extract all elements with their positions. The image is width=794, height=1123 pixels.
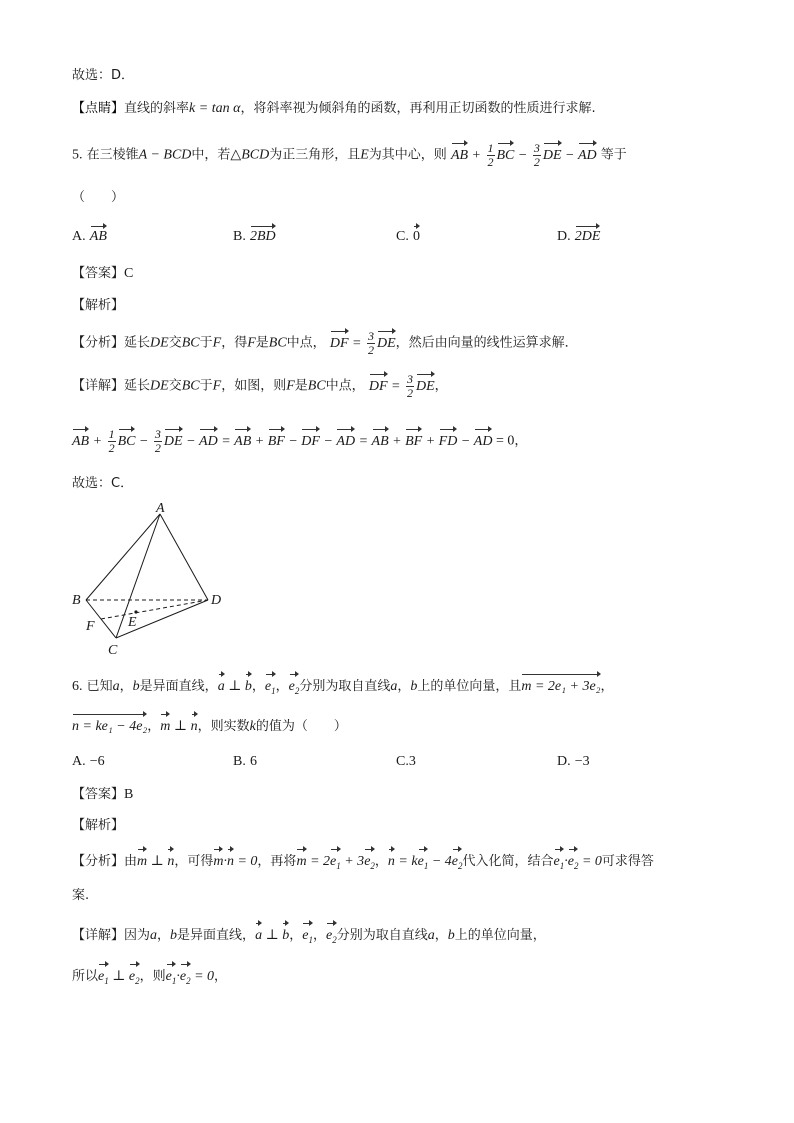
- point-e: [134, 610, 137, 613]
- q5-tri: △BCD: [230, 147, 270, 163]
- q5-opt-d-label: D.: [557, 229, 571, 244]
- q5-stem2: 中，若: [191, 147, 231, 163]
- q6-opt-d-value: −3: [574, 754, 590, 769]
- q6-fenxi-tag: 【分析】: [72, 854, 125, 869]
- q6-t5: 上的单位向量，且: [417, 679, 522, 694]
- q5-xiangjie-tag: 【详解】: [72, 378, 125, 394]
- q5-option-c: [396, 229, 420, 245]
- label-e: E: [128, 615, 137, 630]
- q6-stem-line1: 6. 已知a，b是异面直线，a ⊥ b，$e_1$，$e_2$分别为取自直线a，b上的单位向量，且m = 2e₁ + 3e₂，: [72, 677, 614, 701]
- q6-t6: ，则实数: [197, 719, 250, 734]
- q6-opt-a-value: −6: [89, 754, 105, 769]
- q6-stem-line2: n = ke₁ − 4e₂，m ⊥ n，则实数k的值为（ ）: [72, 717, 347, 737]
- q6-x-t3: 是异面直线，: [177, 928, 256, 943]
- q6-fenxi: 【分析】由m ⊥ n，可得m·n = 0，再将$m = 2e_1 + 3e_2$，$n = ke_1 - 4e_2$代入化简，结合$e_1\cdot e_2 = 0$可求得答: [72, 852, 654, 876]
- q5-stem1: 在三棱锥: [86, 147, 139, 163]
- q6-f6: 案.: [72, 888, 90, 903]
- q6-analysis: [72, 816, 124, 836]
- q5-answer: [72, 264, 133, 284]
- q6-x5: ，: [214, 969, 228, 984]
- q5-xj6: 中点，: [325, 378, 365, 394]
- q6-t7: 的值为（ ）: [255, 719, 347, 734]
- q6-opt-c-value: 3: [408, 754, 416, 769]
- edge-ad: [160, 514, 208, 600]
- q5-conclusion: [72, 474, 133, 494]
- q5-stem4: 为其中心，则: [368, 147, 447, 163]
- q5-fx5: 是: [255, 335, 269, 351]
- q6-xiangjie-2: 所以$e_1$ ⊥ $e_2$，则$e_1\cdot e_2 = 0$，: [72, 967, 227, 991]
- dianjing-text2: ，将斜率视为倾斜角的函数，再利用正切函数的性质进行求解.: [240, 101, 596, 116]
- q6-analysis-tag: 【解析】: [72, 818, 125, 833]
- q5-stem: [72, 142, 627, 169]
- q6-x3: 所以: [72, 969, 99, 984]
- q6-opt-b-label: B.: [233, 754, 246, 769]
- q5-stem5: 等于: [600, 147, 627, 163]
- q5-answer-tag: 【答案】: [72, 266, 125, 281]
- q5-opt-c-value: 0: [412, 229, 420, 244]
- q6-f1: 由: [124, 854, 138, 869]
- q6-x2: 上的单位向量，: [454, 928, 546, 943]
- q5-xiangjie: 【详解】延长DE交BC于F，如图，则F是BC中点， DF = $\frac{3}{2}$ DE，: [72, 372, 448, 400]
- q6-t3: 是异面直线，: [139, 679, 218, 694]
- q5-number: 5.: [72, 147, 83, 163]
- q5-xj7: ，: [434, 378, 448, 394]
- q6-xiangjie-tag: 【详解】: [72, 928, 125, 943]
- q6-fenxi-cont: [72, 886, 89, 906]
- q6-option-c: [396, 754, 416, 770]
- q6-k: k: [249, 719, 256, 734]
- q5-xj3: 于: [199, 378, 213, 394]
- q5-option-a: [72, 229, 107, 245]
- dianjing-text1: 直线的斜率: [124, 101, 190, 116]
- q5-fx3: 于: [199, 335, 213, 351]
- q6-f5: 可求得答: [601, 854, 654, 869]
- slope-formula: k = tan α: [189, 101, 241, 116]
- q5-opt-a-label: A.: [72, 229, 86, 244]
- q6-answer-tag: 【答案】: [72, 787, 125, 802]
- q5-tet: A − BCD: [138, 147, 192, 163]
- q6-t4: 分别为取自直线: [299, 679, 391, 694]
- q6-f2: ，可得: [174, 854, 214, 869]
- dianjing-line: [72, 99, 596, 119]
- q5-expression: AB + $\frac{1}{2}$ BC − $\frac{3}{2}$ DE − AD: [450, 141, 597, 169]
- q5-analysis: [72, 296, 124, 316]
- label-f: F: [86, 619, 95, 634]
- q5-xj2: 交: [168, 378, 182, 394]
- q6-opt-b-value: 6: [249, 754, 257, 769]
- label-c: C: [108, 643, 118, 658]
- q5-opt-b-label: B.: [233, 229, 246, 244]
- q5-answer-value: C: [124, 266, 134, 281]
- label-d: D: [211, 593, 222, 608]
- q5-paren-text: （ ）: [72, 190, 125, 205]
- q5-fx2: 交: [168, 335, 182, 351]
- q6-x4: ，则: [139, 969, 166, 984]
- label-a: A: [156, 501, 165, 516]
- q5-fx1: 延长: [124, 335, 151, 351]
- q6-t1: 已知: [86, 679, 113, 694]
- q5-fenxi-tag: 【分析】: [72, 335, 125, 351]
- q5-option-b: [233, 229, 276, 245]
- q6-option-a: [72, 754, 105, 770]
- q5-paren: [72, 188, 124, 208]
- edge-ab: [86, 514, 160, 600]
- q5-fx6: 中点，: [286, 335, 326, 351]
- q6-t2: ，: [119, 679, 133, 694]
- q5-result: = 0: [495, 433, 515, 449]
- q6-m-def: m = 2e₁ + 3e₂: [521, 677, 600, 697]
- q5-stem3: 为正三角形，且: [269, 147, 361, 163]
- q5-fx7: ，然后由向量的线性运算求解．: [395, 335, 578, 351]
- q6-number: 6.: [72, 679, 83, 694]
- q5-xj1: 延长: [124, 378, 151, 394]
- q6-option-b: [233, 754, 257, 770]
- q6-n-def: n = ke₁ − 4e₂: [72, 717, 147, 737]
- q6-option-d: [557, 754, 590, 770]
- q6-f3: ，再将: [257, 854, 297, 869]
- q5-derivation: AB + $\frac{1}{2}$ BC − $\frac{3}{2}$ DE − AD = AB + BF − DF − AD = AB + BF + FD − AD = 0，: [72, 427, 528, 455]
- q5-option-d: [557, 229, 600, 245]
- dianjing-tag: 【点睛】: [72, 101, 125, 116]
- edge-ac: [116, 514, 160, 638]
- q6-x1: 因为: [124, 928, 151, 943]
- q6-x-t4: 分别为取自直线: [336, 928, 428, 943]
- q6-f4: 代入化简，结合: [462, 854, 554, 869]
- q5-opt-d-value: 2DE: [574, 229, 601, 244]
- segment-df-hidden: [101, 600, 208, 619]
- q5-end-comma: ，: [514, 433, 528, 449]
- q5-opt-a-value: AB: [89, 229, 107, 244]
- q5-conclusion-text: 故选：C．: [72, 476, 134, 491]
- tetrahedron-figure: [70, 500, 240, 660]
- q5-opt-b-value: 2BD: [249, 229, 276, 244]
- prev-conclusion: 故选：D．: [72, 68, 135, 83]
- q6-opt-a-label: A.: [72, 754, 86, 769]
- q6-xiangjie: 【详解】因为a，b是异面直线，a ⊥ b，$e_1$，$e_2$分别为取自直线a，b上的单位向量，: [72, 926, 546, 950]
- q6-a: a: [112, 679, 120, 694]
- q5-fx4: ，得: [221, 335, 248, 351]
- label-b: B: [72, 593, 81, 608]
- q5-xj4: ，如图，则: [221, 378, 287, 394]
- q6-b: b: [132, 679, 140, 694]
- q6-opt-d-label: D.: [557, 754, 571, 769]
- q6-answer-value: B: [124, 787, 134, 802]
- q5-xj5: 是: [294, 378, 308, 394]
- q5-opt-c-label: C.: [396, 229, 409, 244]
- q5-E: E: [360, 147, 369, 163]
- q6-answer: [72, 785, 133, 805]
- q6-opt-c-label: C.: [396, 754, 409, 769]
- q5-fenxi: 【分析】延长DE交BC于F，得F是BC中点， DF = $\frac{3}{2}$ DE，然后由向量的线性运算求解．: [72, 329, 578, 357]
- q5-analysis-tag: 【解析】: [72, 298, 125, 313]
- choice-line-prev: [72, 66, 134, 86]
